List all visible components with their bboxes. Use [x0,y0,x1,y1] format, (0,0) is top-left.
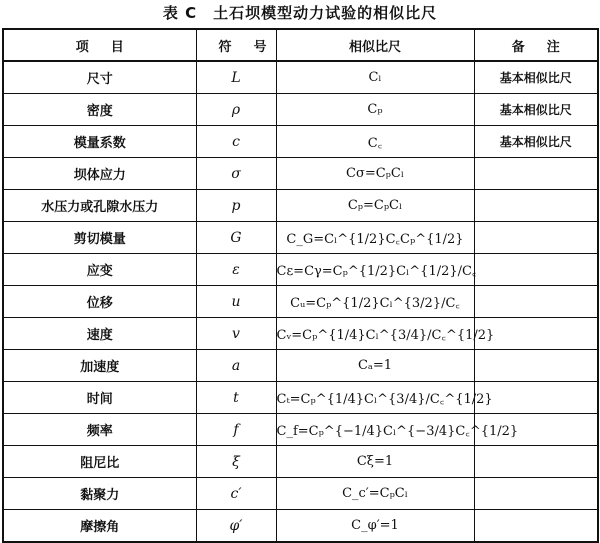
scale-cell: Cᵤ=Cₚ^{1/2}Cₗ^{3/2}/C꜀ [276,286,474,318]
scale-cell: Cₜ=Cₚ^{1/4}Cₗ^{3/4}/C꜀^{1/2} [276,382,474,414]
table-title: 表 C 土石坝模型动力试验的相似比尺 [162,4,438,22]
header-item: 项目 [3,29,196,61]
symbol-cell: ε [196,254,276,286]
symbol-cell: φ′ [196,510,276,543]
table-row [3,318,598,350]
item-cell: 黏聚力 [3,478,196,510]
scale-cell: Cξ=1 [276,446,474,478]
item-cell: 加速度 [3,350,196,382]
item-cell: 剪切模量 [3,222,196,254]
header-note: 备注 [474,29,598,61]
table-row [3,222,598,254]
note-cell [474,158,598,190]
symbol-cell: ρ [196,94,276,126]
table-row [3,126,598,158]
note-cell [474,446,598,478]
note-cell: 基本相似比尺 [474,94,598,126]
note-cell [474,190,598,222]
symbol-cell: u [196,286,276,318]
note-cell: 基本相似比尺 [474,61,598,94]
table-row [3,286,598,318]
note-cell [474,510,598,543]
symbol-cell: a [196,350,276,382]
symbol-cell: σ [196,158,276,190]
table-row [3,254,598,286]
scale-cell: C_f=Cₚ^{−1/4}Cₗ^{−3/4}C꜀^{1/2} [276,414,474,446]
scale-cell: C_φ′=1 [276,510,474,543]
table-row [3,94,598,126]
table-row [3,61,598,94]
item-cell: 摩擦角 [3,510,196,543]
table-row [3,382,598,414]
scale-cell: Cε=Cγ=Cₚ^{1/2}Cₗ^{1/2}/C꜀ [276,254,474,286]
item-cell: 水压力或孔隙水压力 [3,190,196,222]
symbol-cell: c [196,126,276,158]
table-row [3,446,598,478]
scale-cell: C_G=Cₗ^{1/2}C꜀Cₚ^{1/2} [276,222,474,254]
table-row [3,510,598,543]
symbol-cell: t [196,382,276,414]
item-cell: 密度 [3,94,196,126]
header-scale: 相似比尺 [276,29,474,61]
note-cell [474,222,598,254]
item-cell: 阻尼比 [3,446,196,478]
symbol-cell: p [196,190,276,222]
table-row [3,158,598,190]
note-cell [474,254,598,286]
scale-cell: Cσ=CₚCₗ [276,158,474,190]
symbol-cell: ξ [196,446,276,478]
item-cell: 速度 [3,318,196,350]
symbol-cell: f [196,414,276,446]
scale-cell: C_c′=CₚCₗ [276,478,474,510]
header-row [3,29,598,61]
symbol-cell: L [196,61,276,94]
table-row [3,350,598,382]
note-cell [474,350,598,382]
symbol-cell: G [196,222,276,254]
scale-cell: Cₗ [276,61,474,94]
scale-cell: Cᵥ=Cₚ^{1/4}Cₗ^{3/4}/C꜀^{1/2} [276,318,474,350]
item-cell: 时间 [3,382,196,414]
table-row [3,478,598,510]
note-cell [474,478,598,510]
table-row [3,414,598,446]
scale-cell: Cₚ [276,94,474,126]
item-cell: 位移 [3,286,196,318]
table-row [3,190,598,222]
header-symbol: 符号 [196,29,276,61]
note-cell [474,286,598,318]
item-cell: 频率 [3,414,196,446]
symbol-cell: c′ [196,478,276,510]
item-cell: 尺寸 [3,61,196,94]
similarity-scale-table [2,28,599,543]
item-cell: 坝体应力 [3,158,196,190]
scale-cell: Cₚ=CₚCₗ [276,190,474,222]
note-cell: 基本相似比尺 [474,126,598,158]
item-cell: 模量系数 [3,126,196,158]
scale-cell: C꜀ [276,126,474,158]
scale-cell: Cₐ=1 [276,350,474,382]
symbol-cell: v [196,318,276,350]
item-cell: 应变 [3,254,196,286]
